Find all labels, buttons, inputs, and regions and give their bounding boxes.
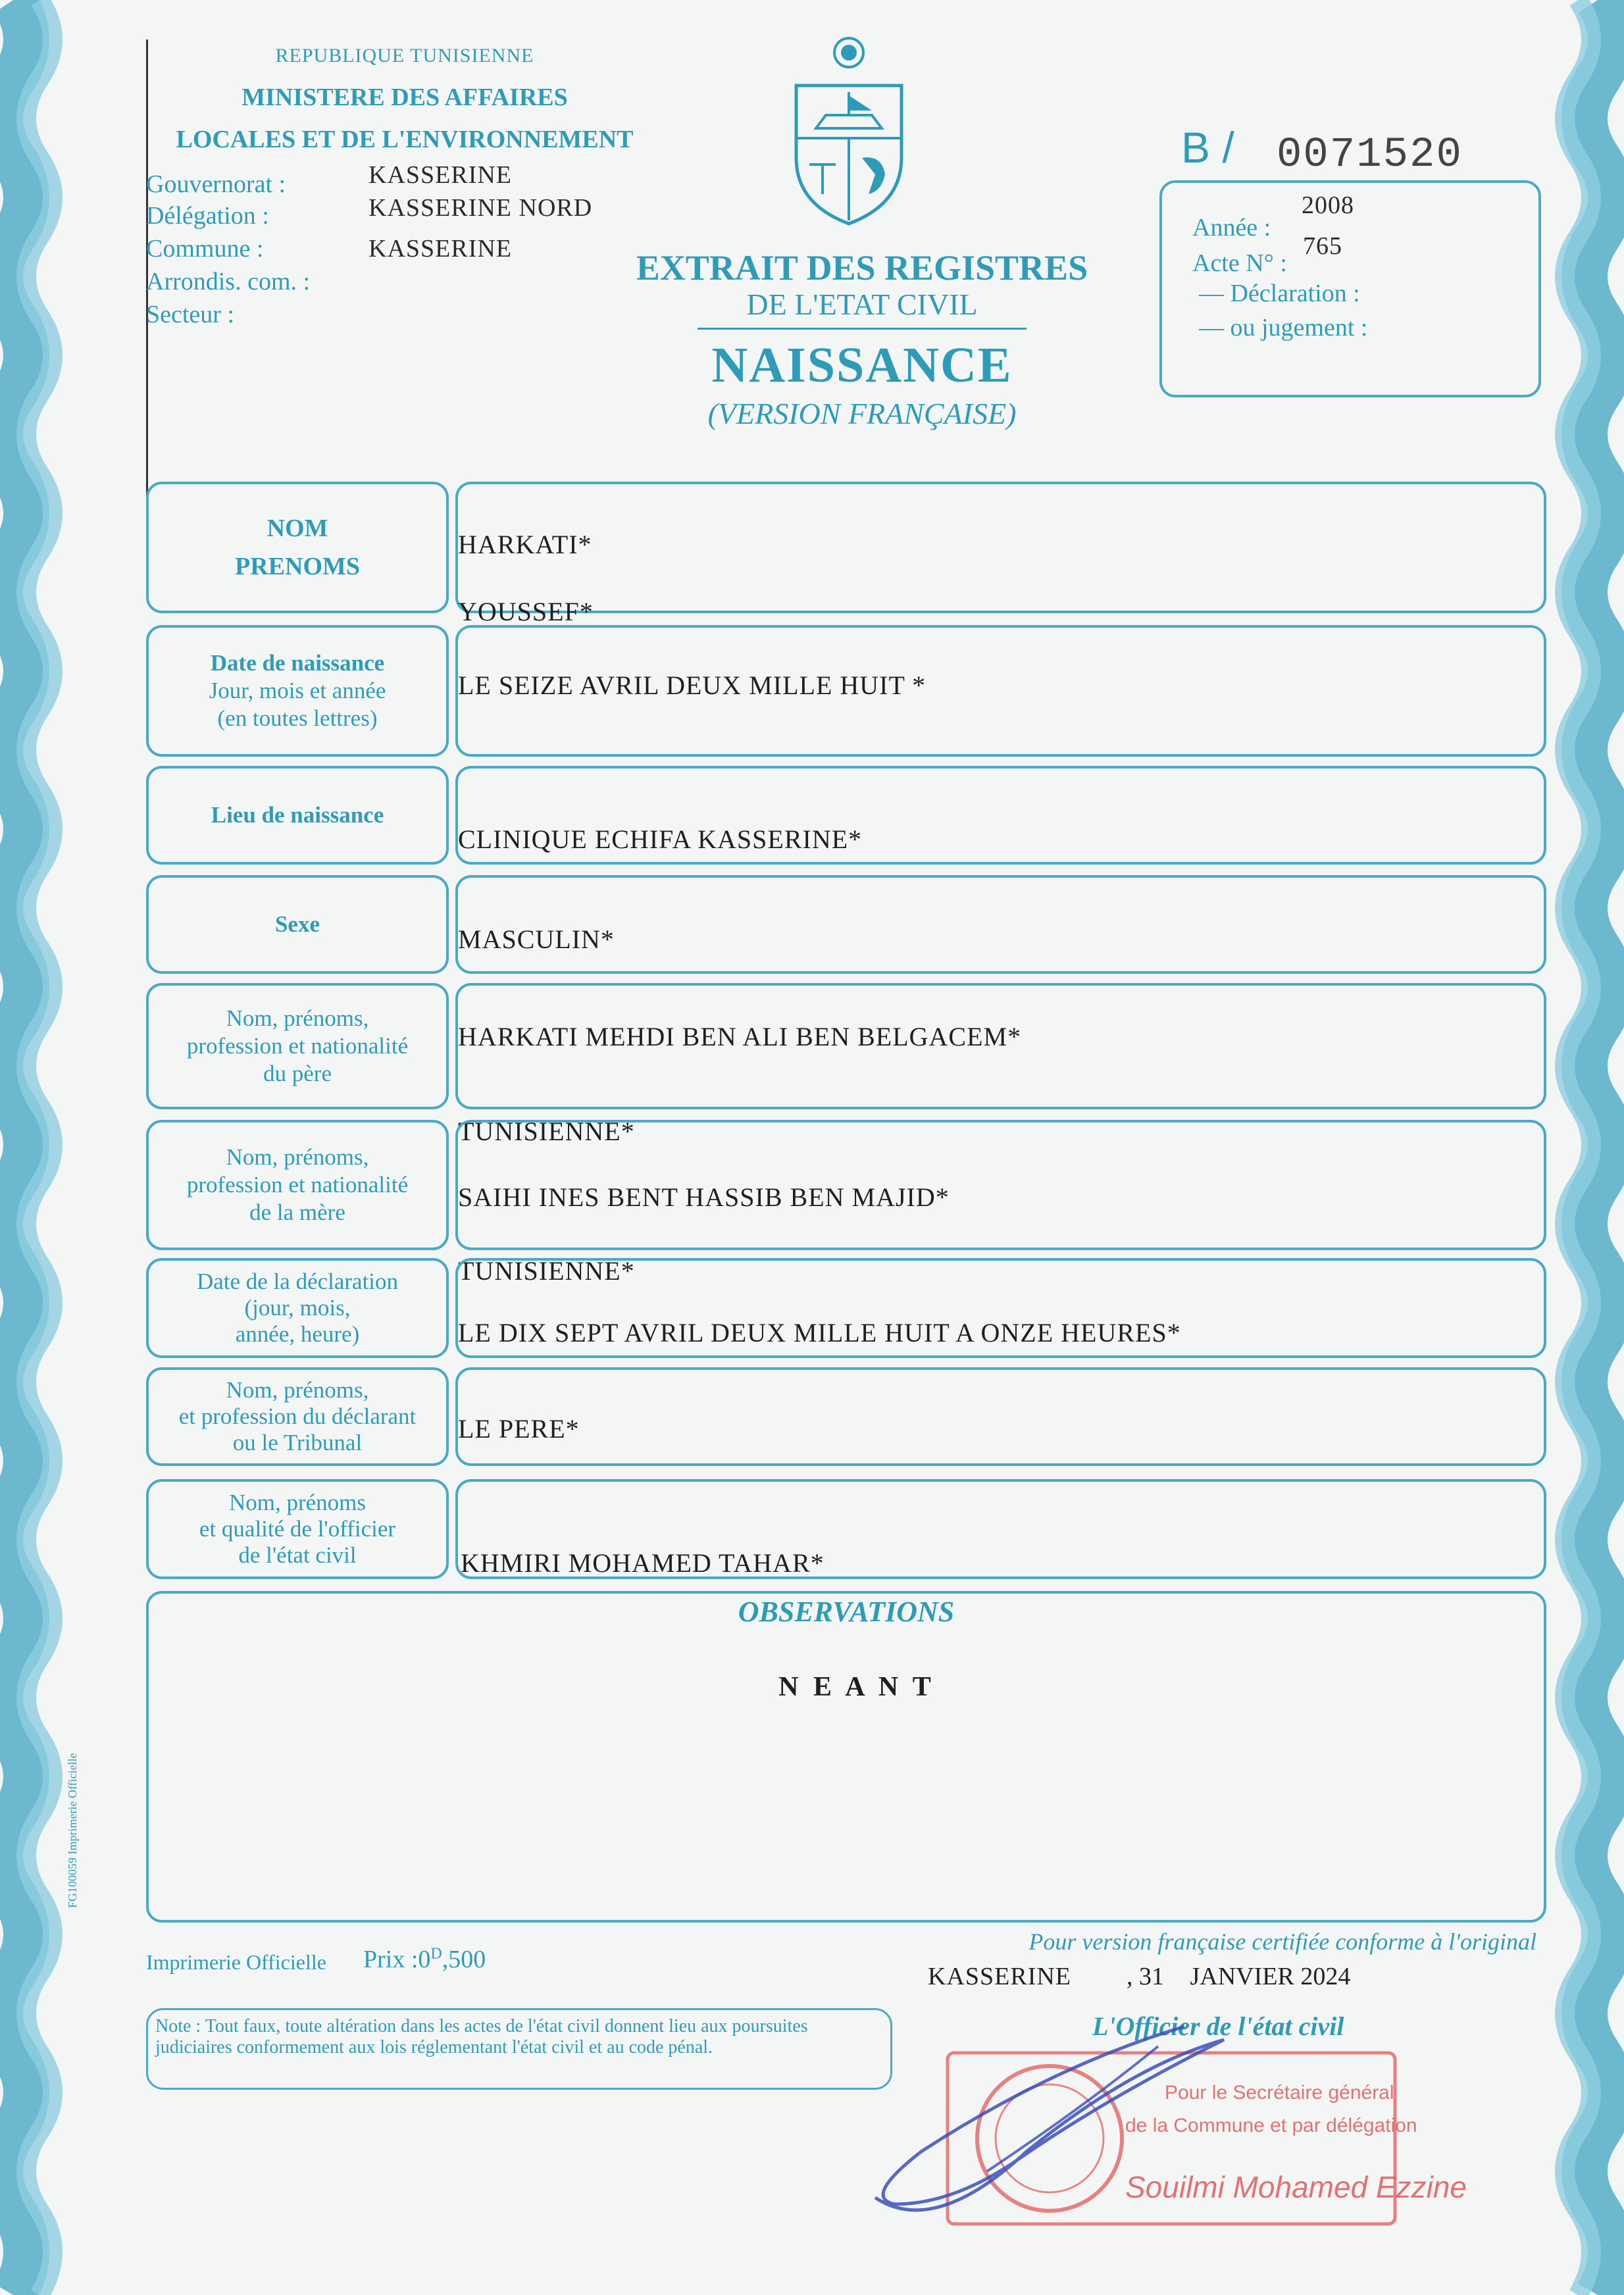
declaration-date-value: LE DIX SEPT AVRIL DEUX MILLE HUIT A ONZE HEURES* <box>458 1318 1181 1348</box>
declaration-date-label <box>146 1258 449 1358</box>
officer-value: KHMIRI MOHAMED TAHAR* <box>461 1548 825 1578</box>
observations-box <box>146 1591 1546 1923</box>
prix-suffix: ,500 <box>442 1946 486 1973</box>
secteur-label: Secteur : <box>146 301 235 328</box>
dob-label-line-3: (en toutes lettres) <box>217 705 378 731</box>
issue-date-day: 31 <box>1139 1963 1164 1990</box>
annee-value: 2008 <box>1302 191 1354 219</box>
mere-nationality: TUNISIENNE* <box>458 1256 635 1286</box>
decl-label-line-3: année, heure) <box>235 1321 360 1347</box>
dob-label-line-1: Date de naissance <box>210 650 385 676</box>
delegation-label: Délégation : <box>146 202 269 230</box>
sexe-value-box <box>455 875 1546 974</box>
arrondissement-label: Arrondis. com. : <box>146 268 311 295</box>
nom-label-line-1: NOM <box>266 515 328 542</box>
officer-label <box>146 1479 449 1579</box>
observations-title: OBSERVATIONS <box>738 1596 955 1628</box>
title-line-1: EXTRAIT DES REGISTRES <box>636 248 1088 288</box>
pere-label-line-3: du père <box>263 1061 332 1086</box>
ministry-line-2: LOCALES ET DE L'ENVIRONNEMENT <box>176 126 634 153</box>
certified-text: Pour version française certifiée conforme à l'original <box>1028 1929 1536 1955</box>
mere-value: SAIHI INES BENT HASSIB BEN MAJID* <box>458 1182 950 1212</box>
officer-label-line-2: et qualité de l'officier <box>199 1516 396 1542</box>
title-divider <box>698 328 1027 330</box>
nom-value-box <box>455 482 1546 613</box>
dob-value: LE SEIZE AVRIL DEUX MILLE HUIT * <box>458 670 926 700</box>
note-text: Tout faux, toute altération dans les actes de l'état civil donnent lieu aux poursuites judiciaires conformement aux lois réglementant l'état civil et au code pénal. <box>155 2016 808 2057</box>
stamp-line-1: Pour le Secrétaire général <box>1165 2082 1394 2104</box>
imprimerie-label: Imprimerie Officielle <box>146 1950 326 1974</box>
pere-nationality: TUNISIENNE* <box>458 1117 635 1146</box>
right-guilloche-border <box>1538 0 1624 2295</box>
prenoms-label-line: PRENOMS <box>235 553 360 580</box>
mere-label <box>146 1120 449 1250</box>
prix-label <box>363 1945 486 1974</box>
pere-value: HARKATI MEHDI BEN ALI BEN BELGACEM* <box>458 1022 1022 1051</box>
issue-date-separator: , <box>1127 1963 1133 1990</box>
lieu-label: Lieu de naissance <box>211 802 384 828</box>
sexe-value: MASCULIN* <box>458 924 615 954</box>
mere-label-line-1: Nom, prénoms, <box>226 1144 369 1170</box>
title-version: (VERSION FRANÇAISE) <box>707 397 1017 430</box>
annee-label: Année : <box>1192 214 1271 241</box>
prix-superscript: D <box>430 1945 442 1963</box>
gouvernorat-label: Gouvernorat : <box>146 170 286 198</box>
jugement-label: — ou jugement : <box>1199 314 1368 341</box>
officer-title: L'Officier de l'état civil <box>1092 2011 1344 2041</box>
pere-label <box>146 983 449 1109</box>
declarant-label-line-1: Nom, prénoms, <box>226 1377 369 1403</box>
serial-number: 0071520 <box>1277 132 1463 179</box>
republic-label: REPUBLIQUE TUNISIENNE <box>275 45 534 66</box>
note-label: Note : <box>155 2016 201 2036</box>
acte-label: Acte N° : <box>1192 249 1287 277</box>
prix-prefix: Prix :0 <box>363 1946 431 1973</box>
pere-label-line-2: profession et nationalité <box>186 1033 409 1059</box>
ministry-line-1: MINISTERE DES AFFAIRES <box>241 84 568 111</box>
declarant-value-box <box>455 1367 1546 1466</box>
nom-value: HARKATI* <box>458 530 592 559</box>
declarant-value: LE PERE* <box>458 1414 580 1444</box>
dob-label <box>146 625 449 757</box>
officer-label-line-3: de l'état civil <box>238 1542 357 1568</box>
observations-value: N E A N T <box>778 1672 935 1702</box>
stamp-line-2: de la Commune et par délégation <box>1125 2115 1417 2136</box>
official-stamp-and-signature <box>855 1987 1467 2237</box>
stamp-line-3: Souilmi Mohamed Ezzine <box>1125 2170 1467 2204</box>
dob-label-line-2: Jour, mois et année <box>209 678 386 703</box>
commune-value: KASSERINE <box>368 235 513 263</box>
nom-label <box>146 482 449 613</box>
gouvernorat-value: KASSERINE <box>368 161 513 189</box>
decl-label-line-2: (jour, mois, <box>244 1295 351 1321</box>
declaration-label: — Déclaration : <box>1199 280 1360 307</box>
decl-label-line-1: Date de la déclaration <box>196 1269 399 1294</box>
legal-note <box>155 2016 879 2058</box>
declarant-label <box>146 1367 449 1466</box>
issue-date-month-year: JANVIER 2024 <box>1190 1963 1351 1990</box>
declarant-label-line-2: et profession du déclarant <box>178 1403 417 1429</box>
prenom-value: YOUSSEF* <box>458 597 594 626</box>
side-printer-code: FG100059 Imprimerie Officielle <box>66 1753 79 1908</box>
mere-label-line-2: profession et nationalité <box>186 1172 409 1198</box>
serial-prefix: B / <box>1181 123 1234 172</box>
issue-place: KASSERINE <box>928 1963 1072 1990</box>
title-main: NAISSANCE <box>711 338 1013 393</box>
delegation-value: KASSERINE NORD <box>368 194 593 222</box>
officer-label-line-1: Nom, prénoms <box>228 1490 367 1515</box>
left-guilloche-border <box>0 0 86 2295</box>
tunisia-coat-of-arms-icon <box>783 33 915 230</box>
sexe-label: Sexe <box>274 911 320 937</box>
mere-label-line-3: de la mère <box>249 1199 345 1225</box>
pere-label-line-1: Nom, prénoms, <box>226 1005 369 1031</box>
declarant-label-line-3: ou le Tribunal <box>232 1430 363 1455</box>
title-line-2: DE L'ETAT CIVIL <box>746 288 978 321</box>
acte-value: 765 <box>1303 232 1342 260</box>
commune-label: Commune : <box>146 235 264 263</box>
lieu-value: CLINIQUE ECHIFA KASSERINE* <box>458 824 863 854</box>
